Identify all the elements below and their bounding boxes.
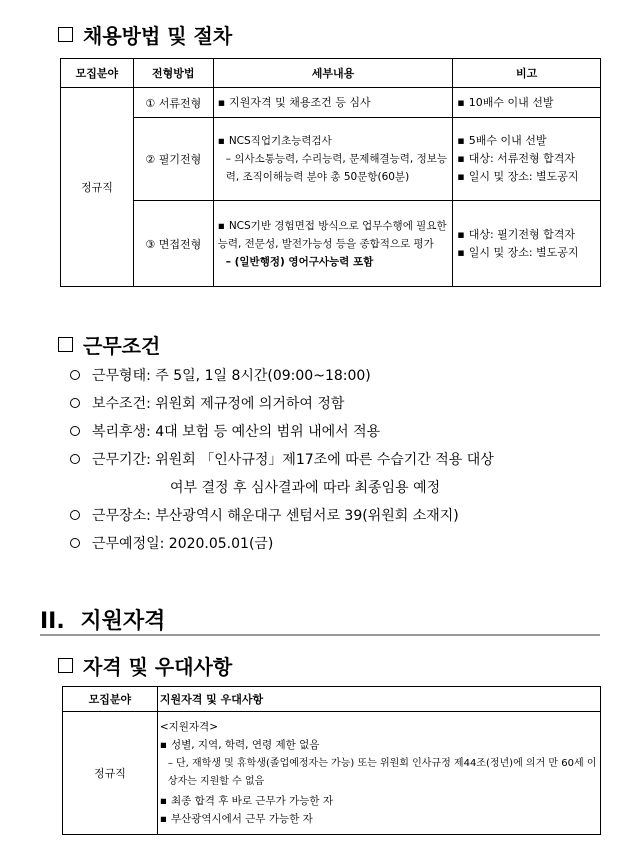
section-title-recruitment <box>58 20 232 49</box>
header-details: 세부내용 <box>213 59 453 88</box>
list-item <box>70 501 494 529</box>
condition-text: 근무기간: 위원회 「인사규정」제17조에 따른 수습기간 적용 대상 <box>92 452 494 468</box>
step-interview: ③ 면접전형 <box>133 201 213 287</box>
note-item: ▪ 대상: 필기전형 합격자 <box>457 226 596 244</box>
condition-text: 보수조건: 위원회 제규정에 의거하여 정함 <box>92 396 345 412</box>
detail-item: ▪ NCS기반 경험면접 방식으로 업무수행에 필요한 능력, 전문성, 발전가능성 등을 종합적으로 평가 <box>218 217 449 253</box>
condition-text: 복리후생: 4대 보험 등 예산의 범위 내에서 적용 <box>92 424 381 440</box>
condition-text: 근무장소: 부산광역시 해운대구 센텀서로 39(위원회 소재지) <box>92 508 459 524</box>
header-category: 모집분야 <box>61 59 134 88</box>
qualification-heading: <지원자격> <box>159 720 218 733</box>
condition-text: 근무형태: 주 5일, 1일 8시간(09:00~18:00) <box>92 368 371 384</box>
section-title-text: 자격 및 우대사항 <box>83 655 233 679</box>
list-item <box>70 417 494 445</box>
chapter-heading <box>40 604 165 635</box>
condition-text: 여부 결정 후 심사결과에 따라 최종임용 예정 <box>170 480 441 496</box>
detail-item: ▪ 지원자격 및 채용조건 등 심사 <box>218 94 449 112</box>
detail-item: ▪ NCS직업기초능력검사 <box>218 132 449 150</box>
step-document: ① 서류전형 <box>133 88 213 118</box>
details-written <box>213 118 453 201</box>
checkbox-square-icon <box>58 337 73 352</box>
chapter-underline <box>40 634 600 636</box>
details-interview <box>213 201 453 287</box>
circle-bullet-icon <box>70 370 80 380</box>
checkbox-square-icon <box>58 658 73 673</box>
notes-interview <box>453 201 601 287</box>
chapter-numeral: II. <box>40 609 65 634</box>
qualification-subitem: – 단, 재학생 및 휴학생(졸업예정자는 가능) 또는 위원회 인사규정 제44조(정년)에 의거 만 60세 이상자는 지원할 수 없음 <box>167 757 597 787</box>
note-item: ▪ 10배수 이내 선발 <box>457 94 596 112</box>
recruitment-process-table <box>60 58 601 287</box>
list-item <box>70 361 494 389</box>
circle-bullet-icon <box>70 426 80 436</box>
step-written: ② 필기전형 <box>133 118 213 201</box>
section-title-text: 채용방법 및 절차 <box>83 24 233 48</box>
header-notes: 비고 <box>453 59 601 88</box>
qualifications-cell <box>157 712 600 835</box>
section-title-conditions <box>58 330 160 359</box>
header-method: 전형방법 <box>133 59 213 88</box>
conditions-list <box>70 361 494 557</box>
detail-subitem: – (일반행정) 영어구사능력 포함 <box>225 255 374 268</box>
list-item <box>70 445 494 473</box>
list-item-continuation <box>70 473 494 501</box>
details-document <box>213 88 453 118</box>
section-title-qualifications <box>58 651 232 680</box>
note-item: ▪ 5배수 이내 선발 <box>457 132 596 150</box>
circle-bullet-icon <box>70 538 80 548</box>
qualification-item: ▪ 최종 합격 후 바로 근무가 가능한 자 <box>160 792 598 811</box>
list-item <box>70 529 494 557</box>
header-qualifications: 지원자격 및 우대사항 <box>157 687 600 712</box>
notes-written <box>453 118 601 201</box>
circle-bullet-icon <box>70 510 80 520</box>
qualifications-table <box>62 686 601 835</box>
circle-bullet-icon <box>70 454 80 464</box>
note-item: ▪ 일시 및 장소: 별도공지 <box>457 244 596 262</box>
checkbox-square-icon <box>58 27 73 42</box>
note-item: ▪ 대상: 서류전형 합격자 <box>457 150 596 168</box>
category-cell: 정규직 <box>63 712 158 835</box>
circle-bullet-icon <box>70 398 80 408</box>
header-category: 모집분야 <box>63 687 158 712</box>
qualification-item: ▪ 부산광역시에서 근무 가능한 자 <box>160 810 598 829</box>
section-title-text: 근무조건 <box>83 334 161 358</box>
list-item <box>70 389 494 417</box>
category-cell: 정규직 <box>61 88 134 287</box>
detail-subitem: – 의사소통능력, 수리능력, 문제해결능력, 정보능력, 조직이해능력 분야 총 50문항(60분) <box>225 153 448 183</box>
qualification-item: ▪ 성별, 지역, 학력, 연령 제한 없음 <box>160 736 598 755</box>
condition-text: 근무예정일: 2020.05.01(금) <box>92 536 274 552</box>
chapter-title: 지원자격 <box>80 609 166 634</box>
notes-document <box>453 88 601 118</box>
note-item: ▪ 일시 및 장소: 별도공지 <box>457 168 596 186</box>
